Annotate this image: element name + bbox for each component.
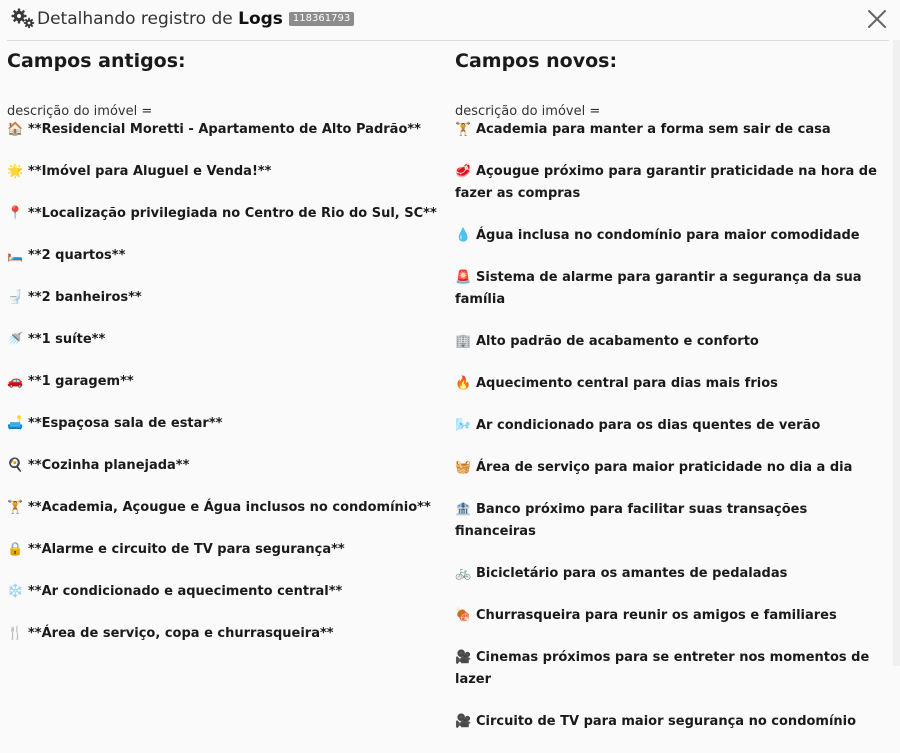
gears-icon — [11, 7, 35, 29]
list-item-text: **Cozinha planejada** — [28, 458, 190, 473]
emoji-icon: 🏢 — [455, 334, 472, 349]
list-item — [455, 457, 883, 479]
emoji-icon: 📍 — [7, 206, 24, 221]
list-item-text: **Ar condicionado e aquecimento central** — [28, 584, 343, 599]
list-item — [455, 225, 883, 247]
emoji-icon: ❄️ — [7, 584, 24, 599]
record-id-badge: 118361793 — [289, 12, 354, 26]
list-item-text: Circuito de TV para maior segurança no condomínio — [476, 714, 857, 729]
list-item — [7, 455, 443, 477]
list-item-text: **Imóvel para Aluguel e Venda!** — [28, 164, 272, 179]
list-item — [7, 581, 443, 603]
list-item — [455, 331, 883, 353]
emoji-icon: 🍴 — [7, 626, 24, 641]
list-item — [455, 499, 883, 543]
list-item — [455, 415, 883, 437]
list-item — [455, 373, 883, 395]
modal-header — [0, 0, 900, 40]
list-item — [7, 287, 443, 309]
list-item — [7, 497, 443, 519]
list-item-text: Água inclusa no condomínio para maior comodidade — [476, 228, 860, 243]
emoji-icon: 🍳 — [7, 458, 24, 473]
emoji-icon: 🚨 — [455, 270, 472, 285]
list-item — [455, 161, 883, 205]
emoji-icon: 🎥 — [455, 714, 472, 729]
list-item-text: Área de serviço para maior praticidade no dia a dia — [476, 460, 853, 475]
emoji-icon: 🛋️ — [7, 416, 24, 431]
modal-title — [37, 9, 354, 29]
list-item-text: **Residencial Moretti - Apartamento de Alto Padrão** — [28, 122, 421, 137]
list-item — [455, 647, 883, 691]
old-field-label: descrição do imóvel = — [7, 104, 153, 119]
list-item — [455, 267, 883, 311]
list-item-text: Bicicletário para os amantes de pedaladas — [476, 566, 788, 581]
list-item-text: Cinemas próximos para se entreter nos momentos de lazer — [455, 650, 870, 687]
new-field-label: descrição do imóvel = — [455, 104, 601, 119]
emoji-icon: 💧 — [455, 228, 472, 243]
list-item-text: Churrasqueira para reunir os amigos e familiares — [476, 608, 837, 623]
list-item — [7, 119, 443, 141]
emoji-icon: 🌬️ — [455, 418, 472, 433]
list-item — [7, 371, 443, 393]
emoji-icon: 🥩 — [455, 164, 472, 179]
new-fields-heading: Campos novos: — [455, 50, 618, 72]
old-fields-list — [7, 119, 443, 645]
new-fields-list — [455, 119, 883, 733]
emoji-icon: 🚲 — [455, 566, 472, 581]
list-item-text: **2 quartos** — [28, 248, 126, 263]
old-fields-column — [7, 46, 443, 665]
list-item-text: Ar condicionado para os dias quentes de verão — [476, 418, 821, 433]
list-item-text: **Localização privilegiada no Centro de Rio do Sul, SC** — [28, 206, 437, 221]
emoji-icon: 🚽 — [7, 290, 24, 305]
list-item — [7, 245, 443, 267]
list-item — [455, 119, 883, 141]
new-fields-column — [455, 46, 883, 753]
emoji-icon: 🏠 — [7, 122, 24, 137]
list-item-text: Açougue próximo para garantir praticidade na hora de fazer as compras — [455, 164, 877, 201]
list-item — [455, 711, 883, 733]
list-item-text: Aquecimento central para dias mais frios — [476, 376, 778, 391]
emoji-icon: 🧺 — [455, 460, 472, 475]
list-item-text: **Área de serviço, copa e churrasqueira** — [28, 626, 334, 641]
emoji-icon: 🏋️ — [7, 500, 24, 515]
list-item — [7, 413, 443, 435]
list-item — [7, 161, 443, 183]
emoji-icon: 🚗 — [7, 374, 24, 389]
list-item-text: Banco próximo para facilitar suas transações financeiras — [455, 502, 808, 539]
emoji-icon: 🌟 — [7, 164, 24, 179]
title-prefix: Detalhando registro de — [37, 9, 239, 29]
emoji-icon: 🔥 — [455, 376, 472, 391]
list-item-text: **2 banheiros** — [28, 290, 142, 305]
list-item — [7, 623, 443, 645]
list-item-text: **1 suíte** — [28, 332, 106, 347]
list-item-text: Sistema de alarme para garantir a segurança da sua família — [455, 270, 862, 307]
close-icon[interactable] — [866, 8, 888, 30]
emoji-icon: 🚿 — [7, 332, 24, 347]
scrollbar[interactable] — [893, 40, 900, 666]
list-item-text: **Espaçosa sala de estar** — [28, 416, 223, 431]
list-item-text: **Alarme e circuito de TV para segurança** — [28, 542, 345, 557]
header-divider — [7, 40, 889, 41]
emoji-icon: 🏋️ — [455, 122, 472, 137]
emoji-icon: 🍖 — [455, 608, 472, 623]
list-item-text: Academia para manter a forma sem sair de casa — [476, 122, 831, 137]
list-item-text: **Academia, Açougue e Água inclusos no condomínio** — [28, 500, 431, 515]
emoji-icon: 🛏️ — [7, 248, 24, 263]
emoji-icon: 🔒 — [7, 542, 24, 557]
list-item — [7, 539, 443, 561]
list-item-text: **1 garagem** — [28, 374, 134, 389]
list-item — [455, 605, 883, 627]
list-item — [455, 563, 883, 585]
title-strong: Logs — [238, 9, 283, 29]
emoji-icon: 🎥 — [455, 650, 472, 665]
list-item — [7, 329, 443, 351]
list-item — [7, 203, 443, 225]
list-item-text: Alto padrão de acabamento e conforto — [476, 334, 759, 349]
old-fields-heading: Campos antigos: — [7, 50, 186, 72]
emoji-icon: 🏦 — [455, 502, 472, 517]
